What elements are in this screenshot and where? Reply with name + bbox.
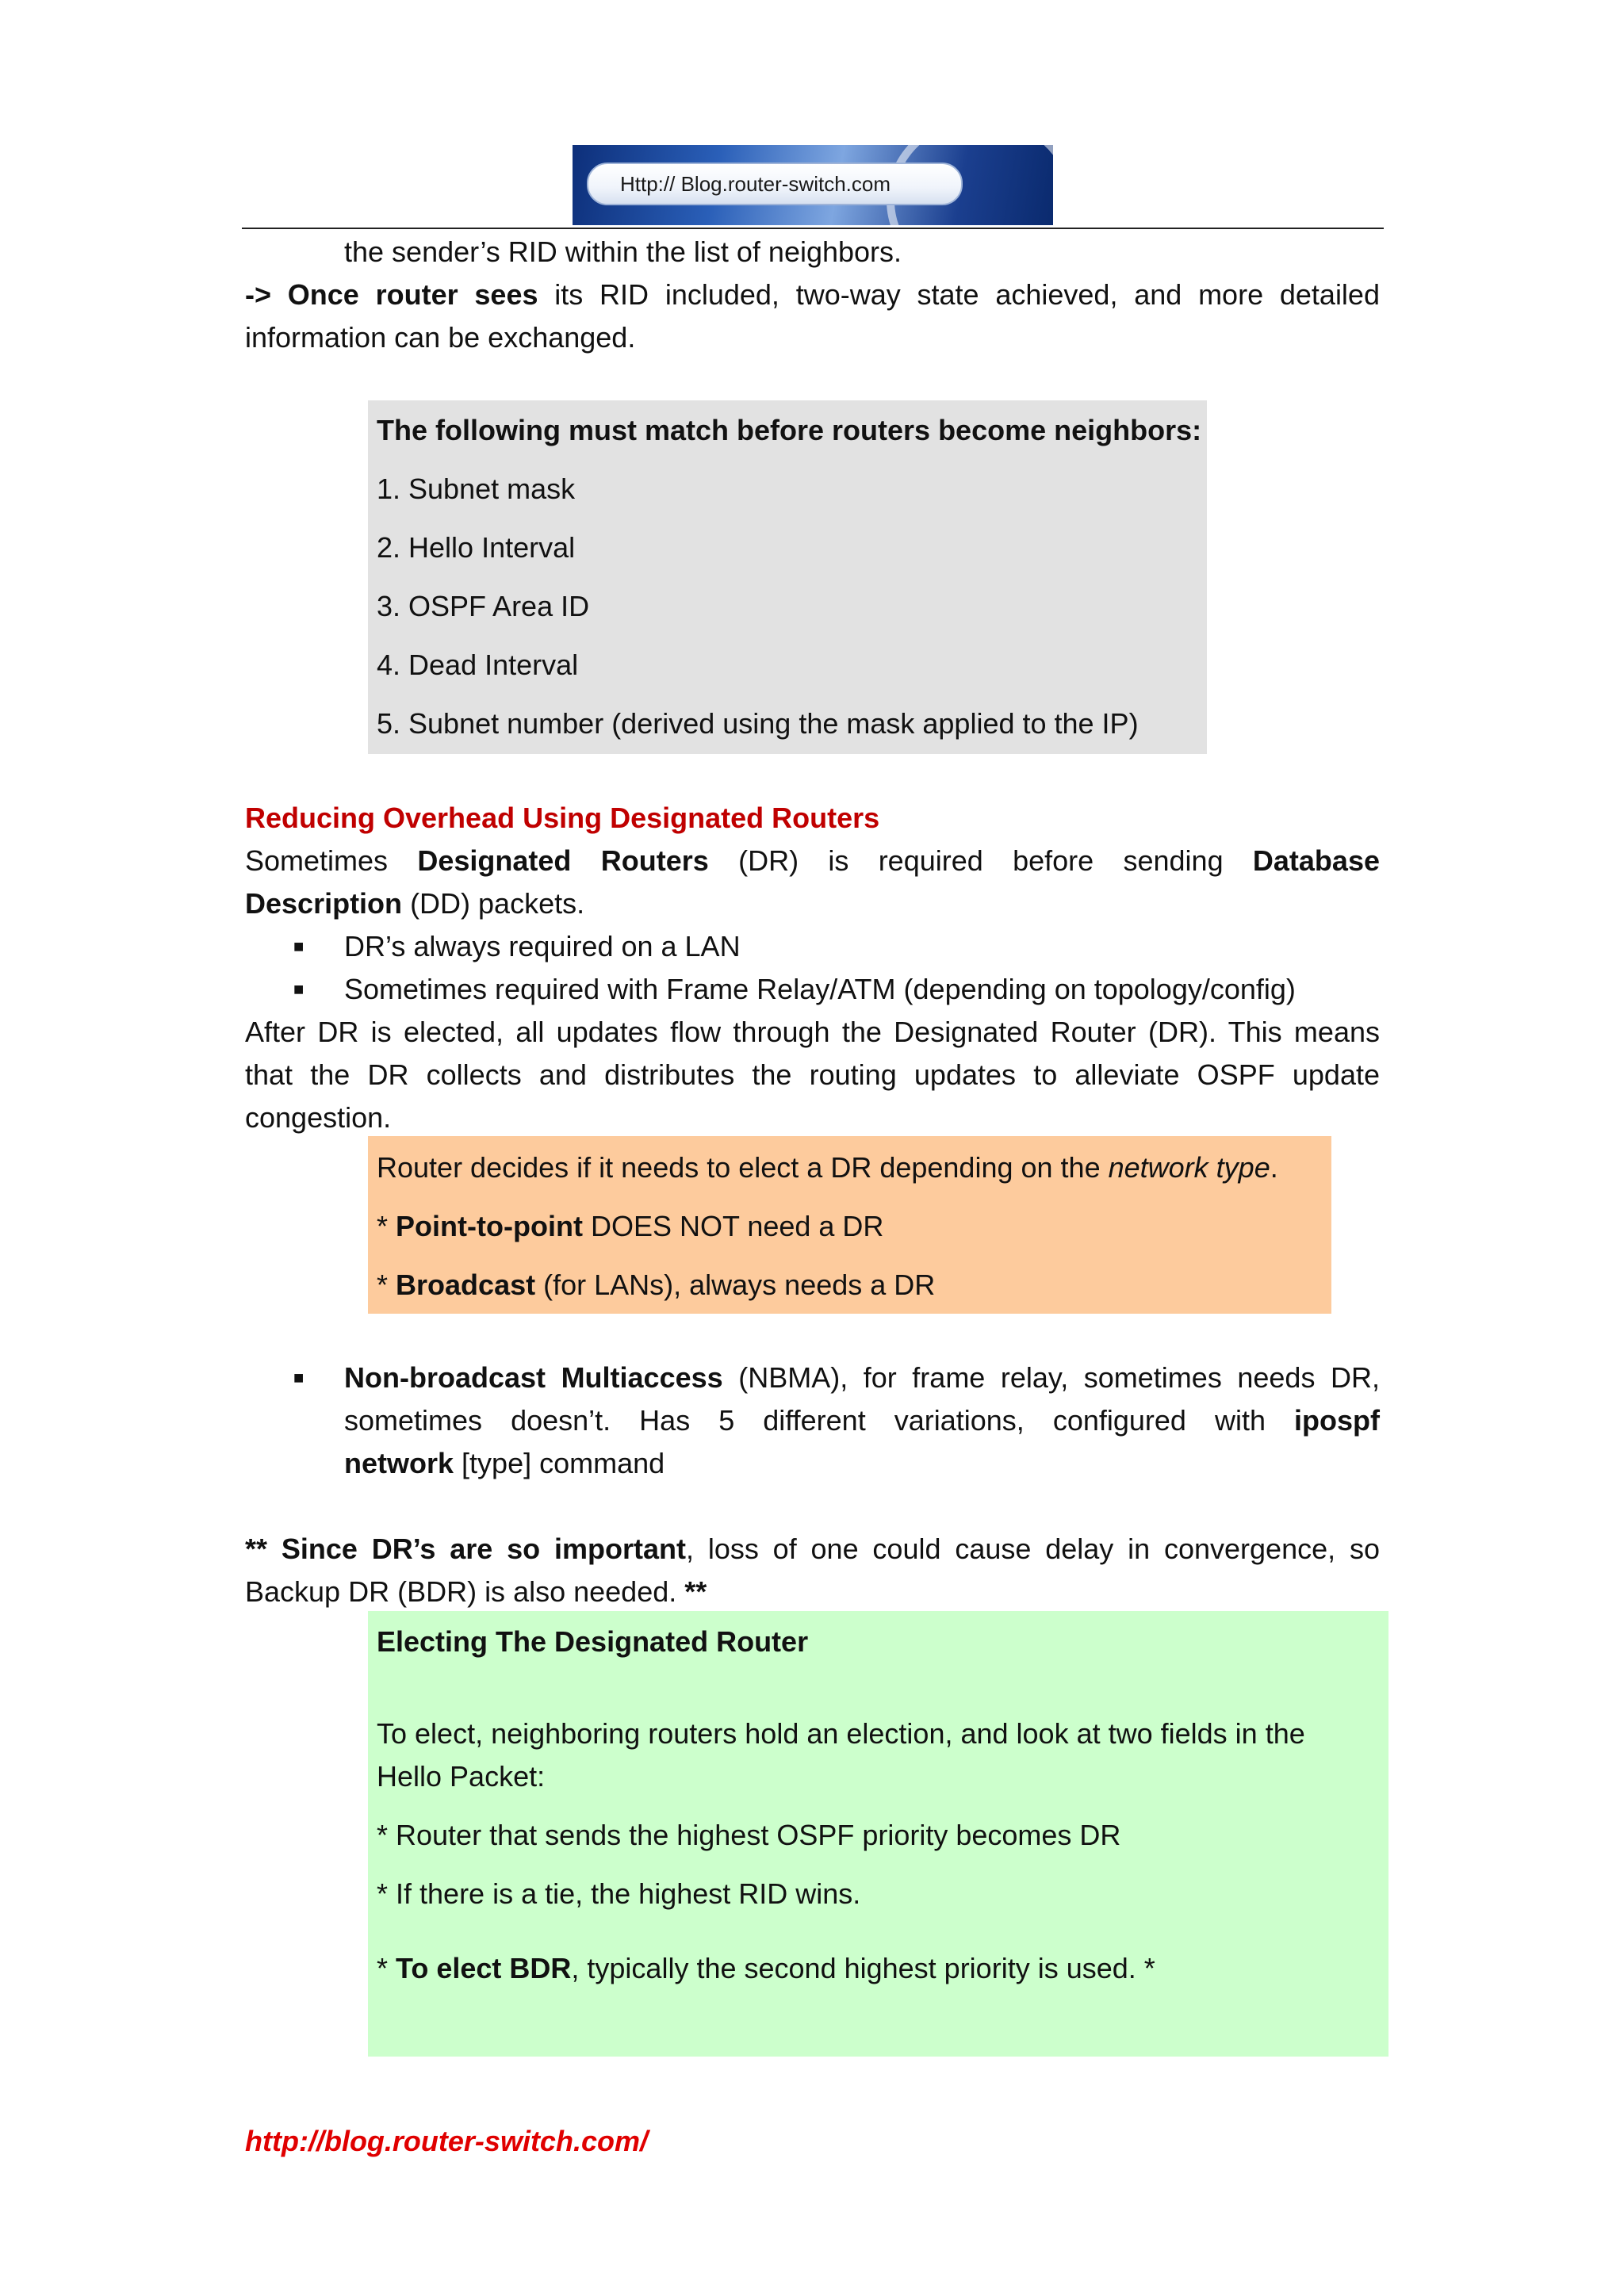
nbma-line-1: Non-broadcast Multiaccess (NBMA), for frame relay, sometimes needs DR, [344, 1361, 1380, 1394]
intro-bold: -> Once router sees [245, 278, 538, 311]
network-box-line-3: * Broadcast (for LANs), always needs a DR [377, 1269, 936, 1301]
header-banner-logo[interactable] [573, 145, 1053, 225]
nbma-line-3: network [type] command [344, 1447, 665, 1479]
match-item-4: 4. Dead Interval [377, 649, 579, 681]
dr-paragraph-2-line-3: congestion. [245, 1101, 392, 1134]
dr-paragraph-2-line-1: After DR is elected, all updates flow through the Designated Router (DR). This means [245, 1016, 1380, 1048]
intro-line-3: information can be exchanged. [245, 321, 636, 354]
election-item-3: * To elect BDR, typically the second highest priority is used. * [377, 1952, 1155, 1984]
intro-line-2 [245, 274, 1380, 316]
bullet-icon: ■ [293, 936, 304, 956]
match-requirements-box [368, 400, 1207, 754]
dr-paragraph-line-1: Sometimes Designated Routers (DR) is required before sending Database [245, 844, 1380, 877]
bullet-icon: ■ [293, 1368, 304, 1387]
election-item-2: * If there is a tie, the highest RID wins. [377, 1877, 861, 1910]
dr-paragraph-2-line-2: that the DR collects and distributes the routing updates to alleviate OSPF update [245, 1058, 1380, 1091]
banner-url-pill [587, 163, 963, 205]
bdr-line-2: Backup DR (BDR) is also needed. ** [245, 1575, 707, 1608]
election-p1-line-2: Hello Packet: [377, 1760, 546, 1793]
footer-link[interactable]: http://blog.router-switch.com/ [245, 2125, 648, 2157]
header-rule [242, 228, 1384, 229]
bdr-line-1: ** Since DR’s are so important, loss of one could cause delay in convergence, so [245, 1533, 1380, 1565]
match-item-2: 2. Hello Interval [377, 531, 576, 564]
election-box-title: Electing The Designated Router [377, 1625, 809, 1658]
election-p1-line-1: To elect, neighboring routers hold an election, and look at two fields in the [377, 1717, 1305, 1750]
match-item-5: 5. Subnet number (derived using the mask applied to the IP) [377, 707, 1139, 740]
network-box-line-1: Router decides if it needs to elect a DR depending on the network type. [377, 1151, 1278, 1184]
nbma-line-2: sometimes doesn’t. Has 5 different variations, configured with ipospf [344, 1404, 1380, 1437]
dr-paragraph-line-2: Description (DD) packets. [245, 887, 585, 920]
section-heading-dr: Reducing Overhead Using Designated Routers [245, 802, 880, 834]
intro-line-2-rest: its RID included, two-way state achieved, and more detailed [554, 278, 1380, 311]
dr-bullet-2: Sometimes required with Frame Relay/ATM (depending on topology/config) [344, 973, 1296, 1005]
network-box-line-2: * Point-to-point DOES NOT need a DR [377, 1210, 884, 1242]
bullet-icon: ■ [293, 979, 304, 999]
dr-bullet-1: DR’s always required on a LAN [344, 930, 741, 962]
election-item-1: * Router that sends the highest OSPF priority becomes DR [377, 1819, 1121, 1851]
match-item-3: 3. OSPF Area ID [377, 590, 590, 622]
match-box-title: The following must match before routers become neighbors: [377, 414, 1202, 446]
banner-text: Http:// Blog.router-switch.com [620, 172, 891, 196]
intro-line-1: the sender’s RID within the list of neighbors. [344, 235, 902, 268]
match-item-1: 1. Subnet mask [377, 473, 576, 505]
